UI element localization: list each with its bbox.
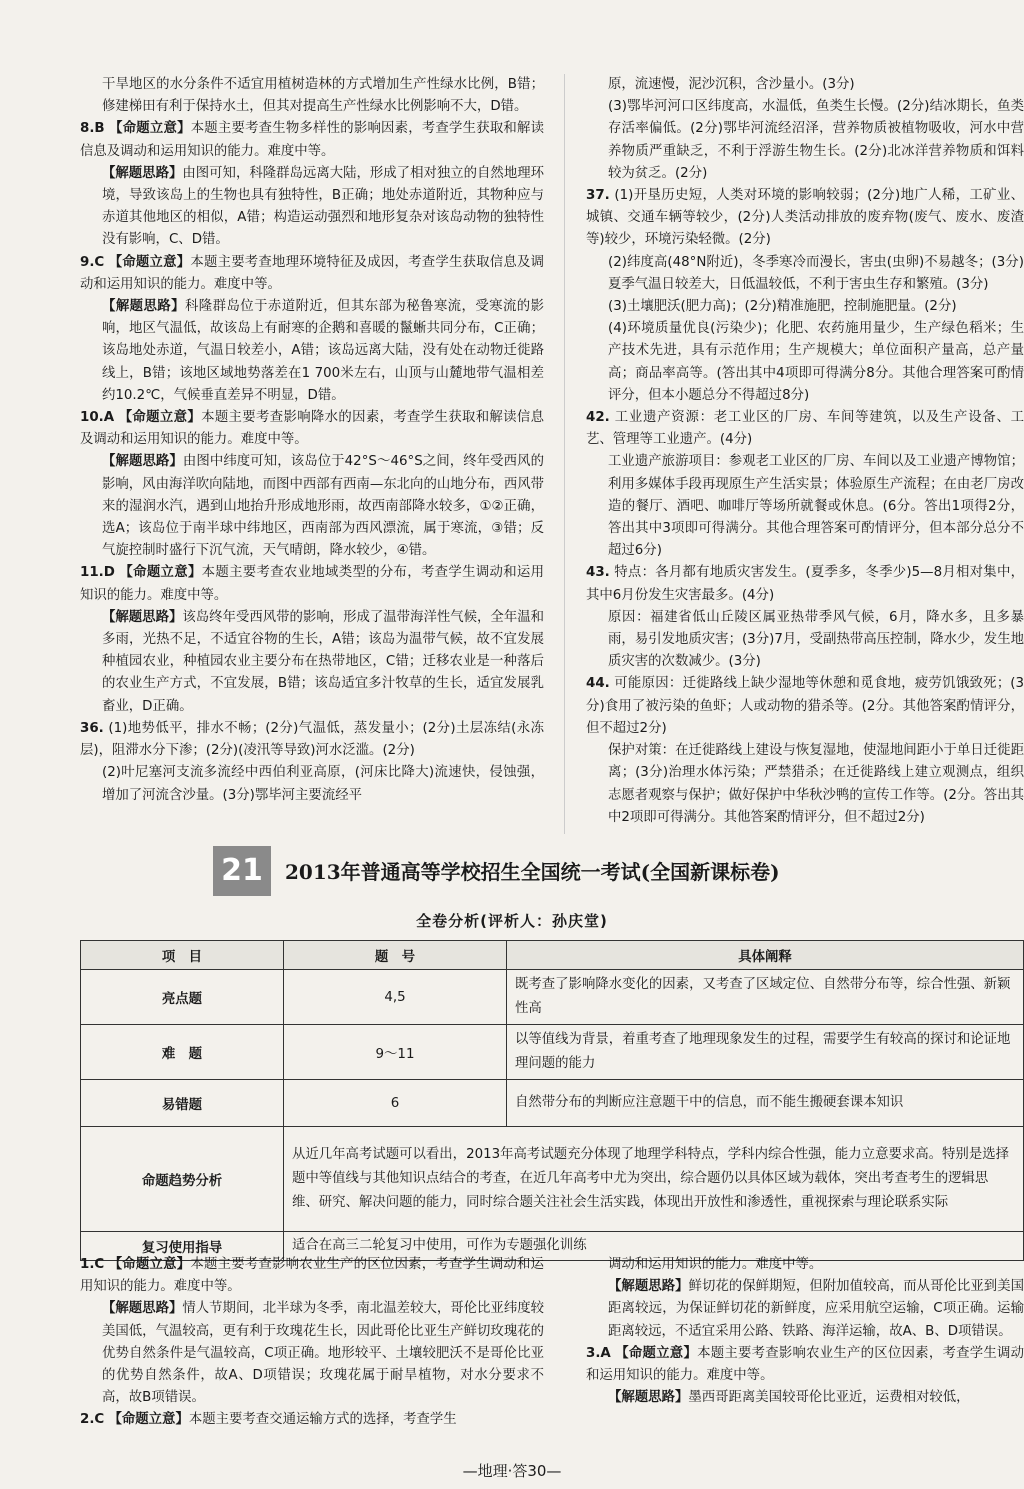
answer-text: 原，流速慢，泥沙沉积，含沙量小。(3分) — [608, 77, 855, 92]
answer-tag: 【命题立意】 — [615, 1345, 698, 1361]
answer-text: 本题主要考查影响农业生产的区位因素，考查学生调动和运用知识的能力。难度中等。 — [586, 1345, 1024, 1384]
row-label: 亮点题 — [81, 970, 284, 1025]
question-number: 3.A — [586, 1345, 611, 1361]
header-item: 项 目 — [81, 941, 284, 970]
answer-paragraph — [586, 1276, 1024, 1343]
answer-paragraph — [80, 562, 544, 606]
answer-tag: 【命题立意】 — [118, 410, 202, 426]
answer-paragraph — [80, 451, 544, 562]
answer-text: (2)叶尼塞河支流多流经中西伯利亚高原，(河床比降大)流速快，侵蚀强，增加了河流含沙量。(3分)鄂毕河主要流经平 — [102, 765, 544, 803]
answer-paragraph — [586, 252, 1024, 296]
question-number: 11.D — [80, 565, 115, 581]
answer-text: 由图可知，科隆群岛远离大陆，形成了相对独立的自然地理环境，导致该岛上的生物也具有独特性，B正确；地处赤道附近，其物种应与赤道其他地区的相似，A错；构造运动强烈和地形复杂对该岛动物的独特性没有影响，C、D错。 — [102, 165, 545, 248]
question-number: 9.C — [80, 254, 105, 270]
answer-tag: 【解题思路】 — [102, 1301, 183, 1317]
answer-text: 鲜切花的保鲜期短，但附加值较高，而从哥伦比亚到美国距离较远，为保证鲜切花的新鲜度，应采用航空运输，C项正确。运输距离较远，不适宜采用公路、铁路、海洋运输，故A、B、D项错误。 — [608, 1279, 1024, 1339]
answer-text: 由图中纬度可知，该岛位于42°S～46°S之间，终年受西风的影响，风由海洋吹向陆地，而图中西部有西南—东北向的山地分布，西风带来的湿润水汽，遇到山地抬升形成地形雨，故西南部降水较多，①②正确，选A；该岛位于南半球中纬地区，西南部为西风漂流，属于寒流，③错；反气旋控制时盛行下沉气流，天气晴朗，降水较少，④错。 — [102, 454, 545, 559]
answer-tag: 【解题思路】 — [102, 454, 183, 470]
trend-text: 从近几年高考试题可以看出，2013年高考试题充分体现了地理学科特点，学科内综合性强，能力立意要求高。特别是选择题中等值线与其他知识点结合的考查，在近几年高考中尤为突出，综合题仍以具体区域为载体，突出考查考生的逻辑思维、研究、解决问题的能力，同时综合题关注社会生活实践，体现出开放性和渗透性，重视探索与理论联系实际 — [284, 1127, 1024, 1232]
question-number: 10.A — [80, 410, 115, 426]
row-desc: 以等值线为背景，着重考查了地理现象发生的过程，需要学生有较高的探讨和论证地理问题的能力 — [507, 1025, 1024, 1080]
question-number: 2.C — [80, 1412, 105, 1428]
table-row — [81, 1080, 1024, 1127]
guide-label: 复习使用指导 — [81, 1232, 284, 1261]
answer-paragraph — [80, 74, 544, 118]
page-footer: —地理·答30— — [462, 1462, 562, 1480]
answer-tag: 【命题立意】 — [108, 1412, 189, 1428]
answer-tag: 【命题立意】 — [108, 254, 191, 270]
answer-tag: 【命题立意】 — [119, 565, 202, 581]
answer-paragraph — [586, 451, 1024, 562]
answer-paragraph — [586, 740, 1024, 829]
answer-tag: 【命题立意】 — [109, 121, 191, 137]
answer-text: (3)鄂毕河河口区纬度高，水温低，鱼类生长慢。(2分)结冰期长，鱼类存活率偏低。(2分)鄂毕河流经沼泽，营养物质被植物吸收，河水中营养物质严重缺乏，不利于浮游生物生长。(2分)北冰洋营养物质和饵料较为贫乏。(2分) — [608, 99, 1024, 181]
answer-tag: 【解题思路】 — [102, 609, 183, 625]
answer-text: 特点：各月都有地质灾害发生。(夏季多，冬季少)5—8月相对集中，其中6月份发生灾害最多。(4分) — [586, 565, 1024, 603]
question-number: 1.C — [80, 1257, 105, 1272]
header-detail: 具体阐释 — [507, 941, 1024, 970]
table-row — [81, 1025, 1024, 1080]
answer-tag: 【解题思路】 — [102, 165, 183, 181]
answer-paragraph — [80, 163, 544, 252]
answer-text: (1)开垦历史短，人类对环境的影响较弱；(2分)地广人稀，工矿业、城镇、交通车辆等较少，(2分)人类活动排放的废弃物(废气、废水、废渣等)较少，环境污染轻微。(2分) — [586, 188, 1024, 248]
answer-paragraph — [586, 562, 1024, 606]
answer-text: 原因：福建省低山丘陵区属亚热带季风气候，6月，降水多，且多暴雨，易引发地质灾害；(3分)7月，受副热带高压控制，降水少，发生地质灾害的次数减少。(3分) — [608, 609, 1024, 670]
trend-label: 命题趋势分析 — [81, 1127, 284, 1232]
analysis-table — [80, 940, 1024, 1261]
table-row — [81, 970, 1024, 1025]
answer-paragraph — [586, 185, 1024, 252]
answer-tag: 【命题立意】 — [108, 1257, 191, 1272]
answer-paragraph — [80, 296, 544, 407]
answer-tag: 【解题思路】 — [102, 299, 185, 315]
question-number: 8.B — [80, 121, 105, 137]
answer-paragraph — [80, 252, 544, 296]
answer-text: 保护对策：在迁徙路线上建设与恢复湿地，使湿地间距小于单日迁徙距离；(3分)治理水体污染；严禁猎杀；在迁徙路线上建立观测点，组织志愿者观察与保护；做好保护中华秋沙鸭的宣传工作等。(2分。答出其中2项即可得满分。其他答案酌情评分，但不超过2分) — [608, 743, 1024, 825]
answer-paragraph — [80, 407, 544, 451]
answer-paragraph — [586, 673, 1024, 740]
answer-text: 本题主要考查影响降水的因素，考查学生获取和解读信息及调动和运用知识的能力。难度中等。 — [80, 410, 545, 448]
answer-text: 该岛终年受西风带的影响，形成了温带海洋性气候，全年温和多雨，光热不足，不适宜谷物的生长，A错；该岛为温带气候，故不宜发展种植园农业，种植园农业主要分布在热带地区，C错；迁移农业是一种落后的农业生产方式，不宜发展，B错；该岛适宜多汁牧草的生长，适宜发展乳畜业，D正确。 — [102, 609, 545, 714]
row-label: 难 题 — [81, 1025, 284, 1080]
row-nums: 9～11 — [284, 1025, 507, 1080]
answer-text: 本题主要考查生物多样性的影响因素，考查学生获取和解读信息及调动和运用知识的能力。难度中等。 — [80, 121, 545, 159]
answer-text: 工业遗产资源：老工业区的厂房、车间等建筑，以及生产设备、工艺、管理等工业遗产。(4分) — [586, 410, 1024, 448]
section-title: 2013年普通高等学校招生全国统一考试(全国新课标卷) — [285, 860, 780, 884]
answer-paragraph — [586, 407, 1024, 451]
row-nums: 4,5 — [284, 970, 507, 1025]
question-number: 36. — [80, 720, 104, 736]
header-number: 题 号 — [284, 941, 507, 970]
column-divider — [564, 74, 565, 834]
answer-paragraph — [586, 1254, 1024, 1276]
answer-text: 墨西哥距离美国较哥伦比亚近，运费相对较低， — [688, 1390, 970, 1406]
question-number: 44. — [586, 676, 610, 692]
question-number: 37. — [586, 188, 610, 204]
row-desc: 既考查了影响降水变化的因素，又考查了区域定位、自然带分布等，综合性强、新颖性高 — [507, 970, 1024, 1025]
answer-text: 本题主要考查影响农业生产的区位因素，考查学生调动和运用知识的能力。难度中等。 — [80, 1257, 544, 1295]
bottom-right-column — [586, 1254, 1024, 1409]
question-number: 42. — [586, 410, 610, 426]
answer-text: 调动和运用知识的能力。难度中等。 — [608, 1257, 823, 1272]
guide-text: 适合在高三二轮复习中使用，可作为专题强化训练 — [284, 1232, 1024, 1261]
answer-text: 工业遗产旅游项目：参观老工业区的厂房、车间以及工业遗产博物馆；利用多媒体手段再现原生产生活实景；体验原生产流程；在由老厂房改造的餐厅、酒吧、咖啡厅等场所就餐或休息。(6分。答出1项得2分，答出其中3项即可得满分。其他合理答案可酌情评分，但本部分总分不超过6分) — [608, 454, 1024, 559]
answer-paragraph — [80, 762, 544, 806]
answer-text: (2)纬度高(48°N附近)，冬季寒冷而漫长，害虫(虫卵)不易越冬；(3分)夏季气温日较差大，日低温较低，不利于害虫生存和繁殖。(3分) — [608, 254, 1024, 292]
analysis-subtitle: 全卷分析(评析人：孙庆堂) — [416, 912, 608, 930]
answer-paragraph — [586, 96, 1024, 185]
answer-paragraph — [586, 318, 1024, 407]
answer-paragraph — [80, 607, 544, 718]
answer-paragraph — [586, 607, 1024, 674]
answer-paragraph — [80, 1298, 544, 1409]
row-desc: 自然带分布的判断应注意题干中的信息，而不能生搬硬套课本知识 — [507, 1080, 1024, 1127]
left-column — [80, 74, 544, 807]
table-row — [81, 1127, 1024, 1232]
answer-paragraph — [80, 1409, 544, 1431]
table-header-row — [81, 941, 1024, 970]
row-label: 易错题 — [81, 1080, 284, 1127]
answer-text: 本题主要考查地理环境特征及成因，考查学生获取信息及调动和运用知识的能力。难度中等。 — [80, 254, 544, 292]
answer-paragraph — [586, 74, 1024, 96]
answer-paragraph — [80, 118, 544, 162]
answer-tag: 【解题思路】 — [608, 1390, 689, 1406]
answer-text: 情人节期间，北半球为冬季，南北温差较大，哥伦比亚纬度较美国低，气温较高，更有利于玫瑰花生长，因此哥伦比亚生产鲜切玫瑰花的优势自然条件是气温较高，C项正确。地形较平、土壤较肥沃不是哥伦比亚的优势自然条件，故A、D项错误；玫瑰花属于耐旱植物，对水分要求不高，故B项错误。 — [102, 1301, 545, 1406]
answer-paragraph — [586, 296, 1024, 318]
row-nums: 6 — [284, 1080, 507, 1127]
answer-text: 可能原因：迁徙路线上缺少湿地等休憩和觅食地，疲劳饥饿致死；(3分)食用了被污染的鱼虾；人或动物的猎杀等。(2分。其他答案酌情评分，但不超过2分) — [586, 676, 1024, 736]
answer-text: 干旱地区的水分条件不适宜用植树造林的方式增加生产性绿水比例，B错；修建梯田有利于保持水土，但其对提高生产性绿水比例影响不大，D错。 — [102, 77, 544, 115]
section-number: 21 — [213, 846, 271, 896]
answer-paragraph — [80, 1254, 544, 1298]
section-banner — [213, 846, 903, 898]
bottom-left-column — [80, 1254, 544, 1432]
answer-paragraph — [586, 1387, 1024, 1409]
answer-paragraph — [80, 718, 544, 762]
answer-text: 本题主要考查交通运输方式的选择，考查学生 — [188, 1412, 457, 1428]
answer-tag: 【解题思路】 — [608, 1279, 689, 1295]
answer-paragraph — [586, 1343, 1024, 1387]
answer-text: 本题主要考查农业地域类型的分布，考查学生调动和运用知识的能力。难度中等。 — [80, 565, 545, 603]
answer-text: 科隆群岛位于赤道附近，但其东部为秘鲁寒流，受寒流的影响，地区气温低，故该岛上有耐寒的企鹅和喜暖的鬣蜥共同分布，C正确；该岛地处赤道，气温日较差小，A错；该岛远离大陆，没有处在动物迁徙路线上，B错；该地区域地势落差在1 700米左右，山顶与山麓地带气温相差约10.2℃，气候垂直差异不明显，D错。 — [102, 299, 545, 403]
right-column — [586, 74, 1024, 829]
answer-text: (4)环境质量优良(污染少)；化肥、农药施用量少，生产绿色稻米；生产技术先进，具有示范作用；生产规模大；单位面积产量高，总产量高；商品率高等。(答出其中4项即可得满分8分。其他合理答案可酌情评分，但本小题总分不得超过8分) — [608, 321, 1024, 403]
answer-text: (1)地势低平，排水不畅；(2分)气温低，蒸发量小；(2分)土层冻结(永冻层)，阻滞水分下渗；(2分)(凌汛等导致)河水泛滥。(2分) — [80, 720, 544, 759]
question-number: 43. — [586, 565, 610, 581]
answer-text: (3)土壤肥沃(肥力高)；(2分)精准施肥，控制施肥量。(2分) — [608, 299, 957, 315]
